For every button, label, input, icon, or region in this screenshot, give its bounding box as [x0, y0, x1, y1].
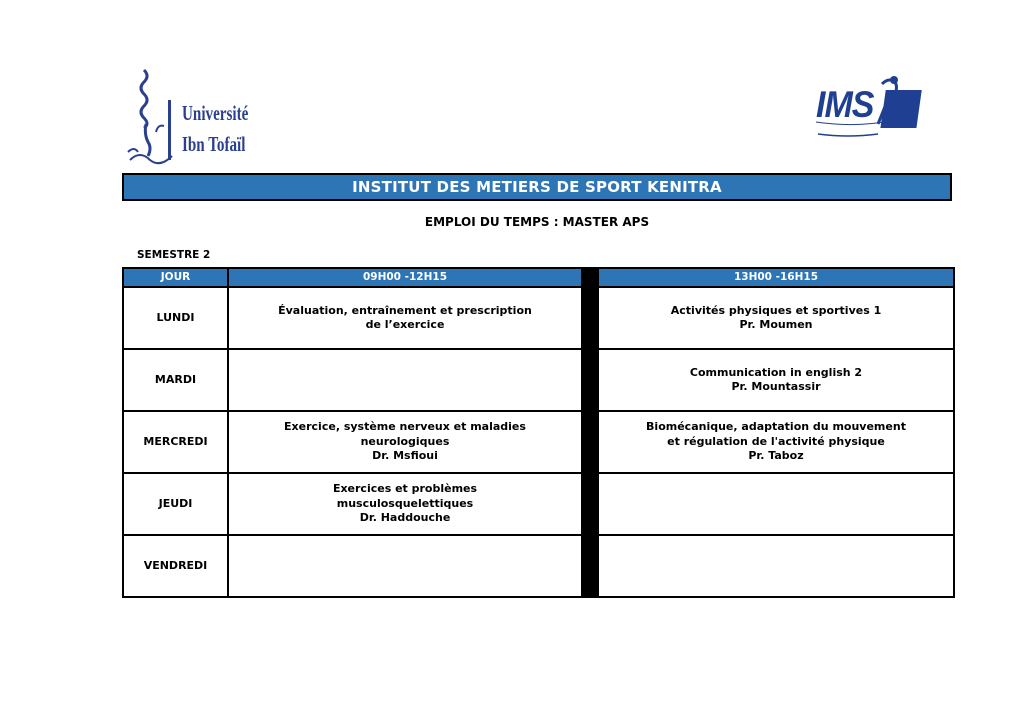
schedule-row	[123, 349, 954, 411]
afternoon-session-line: Communication in english 2	[689, 365, 863, 379]
afternoon-session-line: Biomécanique, adaptation du mouvement	[646, 420, 906, 434]
afternoon-session-line: et régulation de l'activité physique	[667, 434, 885, 448]
column-separator	[582, 535, 598, 597]
day-cell: LUNDI	[123, 287, 228, 349]
schedule-row	[123, 473, 954, 535]
ims-logo-text: IMS	[816, 84, 874, 126]
morning-session-cell	[228, 473, 582, 535]
morning-session-cell	[228, 349, 582, 411]
morning-session-line: Dr. Msfioui	[372, 449, 438, 463]
schedule-body	[123, 287, 954, 597]
schedule-row	[123, 287, 954, 349]
afternoon-session-line: Pr. Mountassir	[731, 380, 821, 393]
schedule-row	[123, 411, 954, 473]
column-separator	[582, 411, 598, 473]
day-cell: VENDREDI	[123, 535, 228, 597]
university-name-line2: Ibn Tofaïl	[182, 132, 246, 156]
university-name-line1: Université	[182, 101, 249, 125]
morning-session-line: Dr. Haddouche	[359, 511, 451, 525]
morning-session-cell	[228, 287, 582, 349]
semester-label: SEMESTRE 2	[137, 249, 211, 261]
afternoon-session-cell	[598, 473, 954, 535]
column-separator	[582, 349, 598, 411]
afternoon-session-cell	[598, 535, 954, 597]
morning-session-cell	[228, 535, 582, 597]
university-logo	[124, 66, 256, 170]
morning-session-line: Exercice, système nerveux et maladies	[284, 420, 526, 434]
afternoon-session-cell	[598, 287, 954, 349]
day-cell: MARDI	[123, 349, 228, 411]
schedule-table	[122, 267, 955, 598]
morning-session-cell	[228, 411, 582, 473]
schedule-subtitle: EMPLOI DU TEMPS : MASTER APS	[424, 215, 650, 229]
morning-session-line: musculosquelettiques	[336, 496, 474, 510]
column-separator	[582, 287, 598, 349]
afternoon-session-line: Activités physiques et sportives 1	[670, 303, 882, 317]
morning-session-line: de l’exercice	[365, 318, 445, 331]
day-cell: MERCREDI	[123, 411, 228, 473]
afternoon-session-line: Pr. Taboz	[748, 449, 804, 463]
schedule-header-row	[123, 268, 954, 287]
afternoon-session-line: Pr. Moumen	[739, 318, 813, 331]
header-morning: 09H00 -12H15	[228, 268, 582, 287]
morning-session-line: neurologiques	[360, 434, 450, 448]
afternoon-session-cell	[598, 349, 954, 411]
column-separator	[582, 473, 598, 535]
schedule-row	[123, 535, 954, 597]
header-afternoon: 13H00 -16H15	[598, 268, 954, 287]
institute-title: INSTITUT DES METIERS DE SPORT KENITRA	[122, 173, 952, 201]
column-separator	[582, 268, 598, 287]
day-cell: JEUDI	[123, 473, 228, 535]
afternoon-session-cell	[598, 411, 954, 473]
ims-logo	[810, 74, 930, 146]
morning-session-line: Évaluation, entraînement et prescription	[278, 303, 532, 317]
header-day: JOUR	[123, 268, 228, 287]
morning-session-line: Exercices et problèmes	[332, 482, 478, 496]
